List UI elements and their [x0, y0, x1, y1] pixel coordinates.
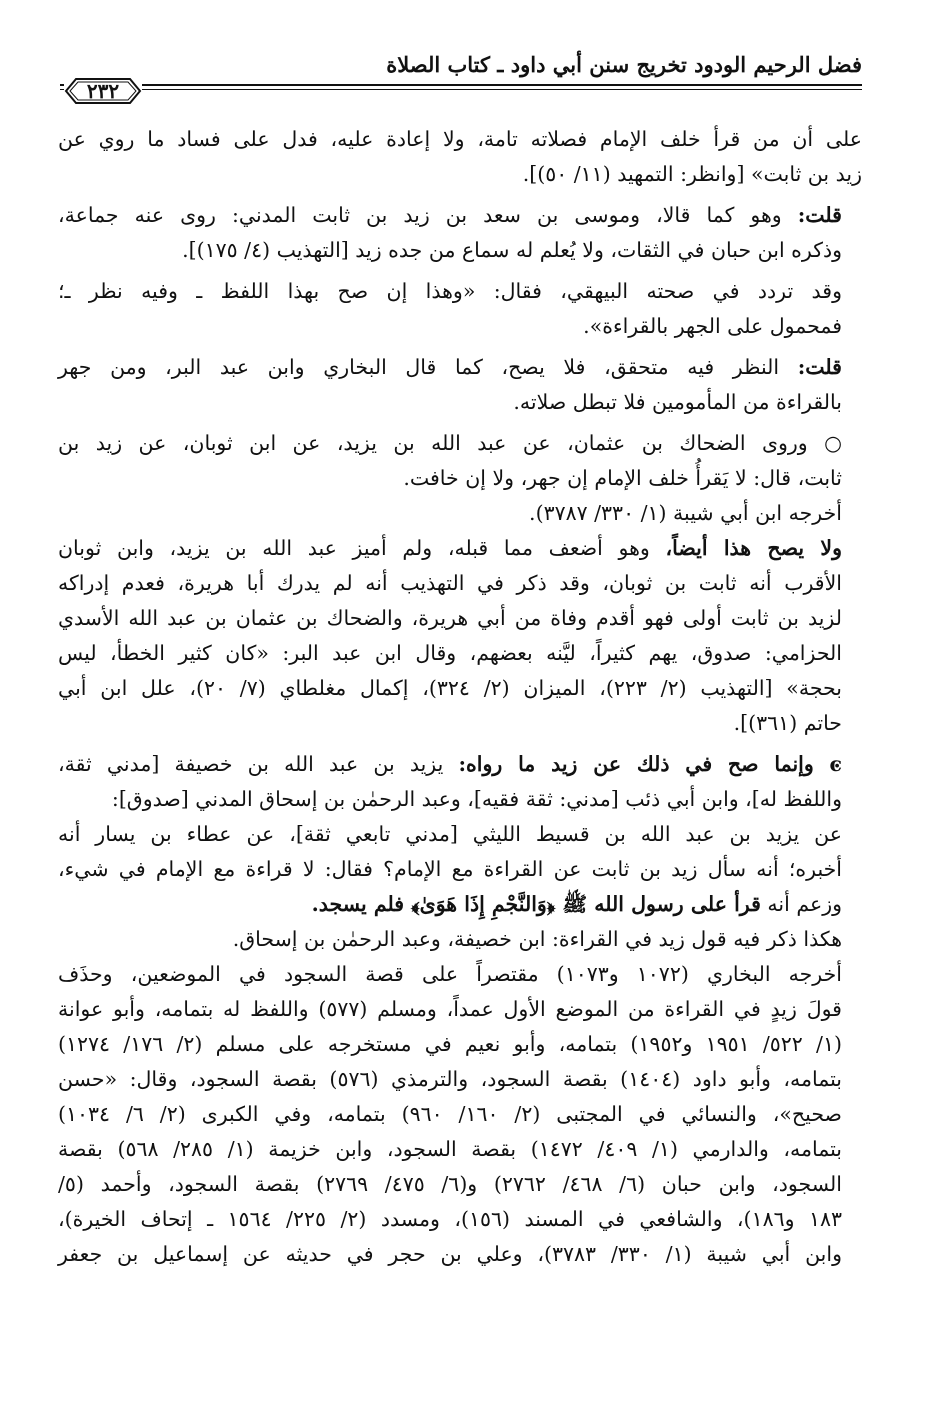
paragraph — [58, 922, 862, 957]
text-line — [58, 887, 862, 922]
text-line: بتمامه، وأبو داود (١٤٠٤) بقصة السجود، والترمذي (٥٧٦) بقصة السجود، وقال: «حسن — [58, 1067, 843, 1091]
paragraph — [58, 957, 862, 1272]
text-span: وهو أضعف مما قبله، ولم أميز عبد الله بن يزيد، وابن ثوبان — [58, 536, 666, 560]
text-line: زيد بن ثابت» [وانظر: التمهيد (١١/ ٥٠)]. — [522, 162, 862, 186]
bold-text: قرأ على رسول الله ﷺ ﴿وَالنَّجْمِ إِذَا هَوَىٰ﴾ فلم يسجد. — [311, 892, 761, 916]
text-line — [58, 531, 862, 566]
text-line: بتمامه، والدارمي (١/ ٤٠٩/ ١٤٧٢) بقصة السجود، وابن خزيمة (١/ ٢٨٥/ ٥٦٨) بقصة — [58, 1137, 842, 1161]
paragraph — [58, 198, 862, 268]
paragraph — [58, 531, 862, 741]
bold-label: ͼ وإنما صح في ذلك عن زيد ما رواه: — [458, 752, 843, 776]
running-header-title: فضل الرحيم الودود تخريج سنن أبي داود ـ كتاب الصلاة — [386, 52, 862, 77]
text-span: وهو كما قالا، وموسى بن سعد بن زيد بن ثابت المدني: روى عنه جماعة، — [58, 203, 798, 227]
page-number: ٢٣٢ — [86, 79, 120, 103]
text-line: ثابت، قال: لا يَقرأُ خلف الإمام إن جهر، ولا إن خافت. — [403, 466, 842, 490]
text-line: لزيد بن ثابت أولى فهو أقدم وفاة من أبي هريرة، والضحاك بن عثمان بن عبد الله الأسدي — [58, 606, 842, 630]
text-line: (١/ ٥٢٢/ ١٩٥١ و١٩٥٢) بتمامه، وأبو نعيم في مستخرجه على مسلم (٢/ ١٧٦/ ١٢٧٤) — [58, 1032, 842, 1056]
text-line — [58, 747, 862, 782]
paragraph — [58, 122, 862, 192]
text-line: صحيح»، والنسائي في المجتبى (٢/ ١٦٠/ ٩٦٠) بتمامه، وفي الكبرى (٢/ ٦/ ١٠٣٤) — [58, 1102, 842, 1126]
text-line: هكذا ذكر فيه قول زيد في القراءة: ابن خصيفة، وعبد الرحمٰن بن إسحاق. — [232, 927, 842, 951]
text-line: السجود، وابن حبان (٦/ ٤٦٨/ ٢٧٦٢) و(٦/ ٤٧٥/ ٢٧٦٩) بقصة السجود، وأحمد (٥/ — [58, 1172, 842, 1196]
paragraph — [58, 426, 862, 496]
text-line: على أن من قرأ خلف الإمام فصلاته تامة، ولا إعادة عليه، فدل على فساد ما روي عن — [58, 127, 862, 151]
text-line: أخبره؛ أنه سأل زيد بن ثابت عن القراءة مع الإمام؟ فقال: لا قراءة مع الإمام في شيء، — [58, 857, 842, 881]
text-line — [58, 350, 862, 385]
header-rule-thin — [60, 89, 862, 90]
page-number-frame — [64, 76, 142, 106]
text-line: بحجة» [التهذيب (٢/ ٢٢٣)، الميزان (٢/ ٣٢٤)، إكمال مغلطاي (٧/ ٢٠)، علل ابن أبي — [58, 676, 842, 700]
paragraph — [58, 496, 862, 531]
paragraph — [58, 274, 862, 344]
text-span: النظر فيه متحقق، فلا يصح، كما قال البخاري وابن عبد البر، ومن جهر — [58, 355, 798, 379]
text-line: الأقرب أنه ثابت بن ثوبان، وقد ذكر في التهذيب أنه لم يدرك أبا هريرة، فعدم إدراكه — [58, 571, 842, 595]
bold-label: ولا يصح هذا أيضاً، — [665, 536, 842, 560]
text-line: بالقراءة من المأمومين فلا تبطل صلاته. — [513, 390, 842, 414]
text-line — [58, 198, 862, 233]
text-line: وذكره ابن حبان في الثقات، ولا يُعلم له سماع من جده زيد [التهذيب (٤/ ١٧٥)]. — [182, 238, 842, 262]
text-line: واللفظ له]، وابن أبي ذئب [مدني: ثقة فقيه]، وعبد الرحمٰن بن إسحاق المدني [صدوق]: — [111, 787, 842, 811]
paragraph — [58, 817, 862, 922]
text-line: عن يزيد بن عبد الله بن قسيط الليثي [مدني تابعي ثقة]، عن عطاء بن يسار أنه — [58, 822, 842, 846]
text-line: حاتم (٣٦١)]. — [733, 711, 842, 735]
text-line: قولَ زيدٍ في القراءة من الموضع الأول عمداً، ومسلم (٥٧٧) واللفظ له بتمامه، وأبو عوانة — [58, 997, 842, 1021]
text-line: أخرجه ابن أبي شيبة (١/ ٣٣٠/ ٣٧٨٧). — [529, 501, 842, 525]
text-line: أخرجه البخاري (١٠٧٢ و١٠٧٣) مقتصراً على قصة السجود في الموضعين، وحذَف — [58, 962, 842, 986]
text-span: يزيد بن عبد الله بن خصيفة [مدني ثقة، — [58, 752, 459, 776]
text-line: ○ وروى الضحاك بن عثمان، عن عبد الله بن يزيد، عن ابن ثوبان، عن زيد بن — [58, 431, 842, 455]
text-line: فمحمول على الجهر بالقراءة». — [583, 314, 842, 338]
main-text — [58, 122, 862, 1272]
text-line: وقد تردد في صحته البيهقي، فقال: «وهذا إن صح بهذا اللفظ ـ وفيه نظر ـ؛ — [58, 279, 842, 303]
paragraph — [58, 747, 862, 817]
text-line: الحزامي: صدوق، يهم كثيراً، ليَّنه بعضهم، وقال ابن عبد البر: «كان كثير الخطأ، ليس — [58, 641, 842, 665]
text-line: ١٨٣ و١٨٦)، والشافعي في المسند (١٥٦)، ومسدد (٢/ ٢٢٥/ ١٥٦٤ ـ إتحاف الخيرة)، — [58, 1207, 843, 1231]
text-span: وزعم أنه — [760, 892, 842, 916]
paragraph — [58, 350, 862, 420]
text-line: وابن أبي شيبة (١/ ٣٣٠/ ٣٧٨٣)، وعلي بن حجر في حديثه عن إسماعيل بن جعفر — [58, 1242, 842, 1266]
bold-label: قلت: — [797, 355, 842, 379]
bold-label: قلت: — [797, 203, 842, 227]
header-rule-thick — [60, 84, 862, 86]
